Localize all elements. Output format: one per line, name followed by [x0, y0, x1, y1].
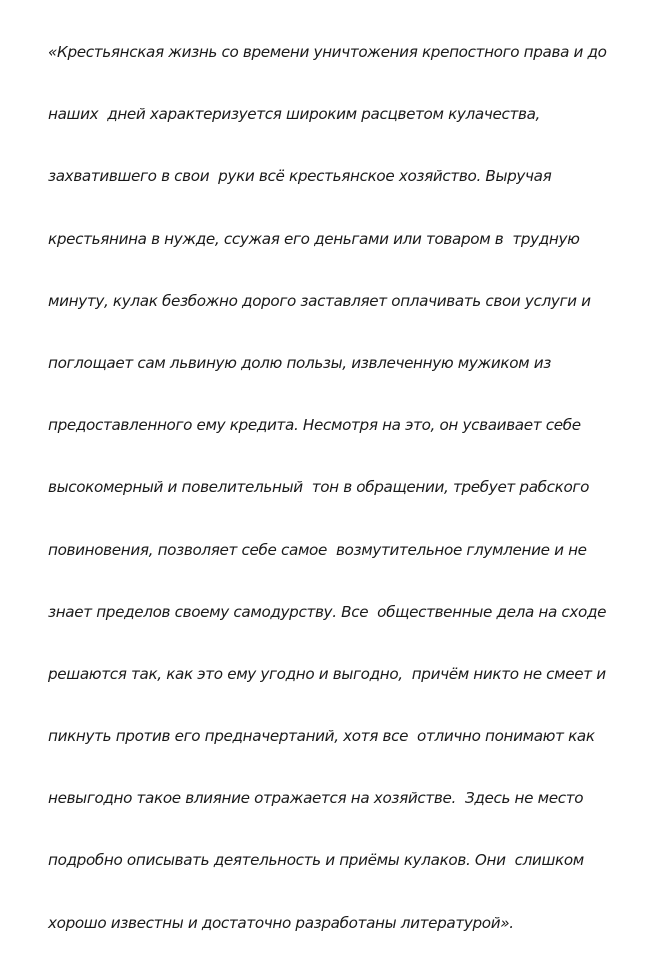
- text-line: поглощает сам львиную долю пользы, извлеченную мужиком из: [48, 353, 551, 372]
- text-line: пикнуть против его предначертаний, хотя все отлично понимают как: [48, 727, 595, 746]
- text-line: невыгодно такое влияние отражается на хозяйстве. Здесь не место: [48, 789, 584, 808]
- quote-paragraph: [48, 3, 648, 954]
- text-line: захватившего в свои руки всё крестьянское хозяйство. Выручая: [48, 167, 552, 186]
- text-line: подробно описывать деятельность и приёмы кулаков. Они слишком: [48, 851, 584, 870]
- text-line: минуту, кулак безбожно дорого заставляет оплачивать свои услуги и: [48, 291, 591, 310]
- text-line: «Крестьянская жизнь со времени уничтожения крепостного права и до: [48, 43, 607, 61]
- text-line: предоставленного ему кредита. Несмотря на это, он усваивает себе: [48, 416, 581, 435]
- text-line: повиновения, позволяет себе самое возмутительное глумление и не: [48, 540, 587, 559]
- text-line: знает пределов своему самодурству. Все общественные дела на сходе: [48, 602, 607, 621]
- text-line: хорошо известны и достаточно разработаны литературой».: [48, 913, 514, 932]
- text-line: высокомерный и повелительный тон в обращении, требует рабского: [48, 478, 590, 497]
- text-line: крестьянина в нужде, ссужая его деньгами или товаром в трудную: [48, 229, 580, 248]
- text-line: наших дней характеризуется широким расцветом кулачества,: [48, 105, 541, 124]
- text-line: решаются так, как это ему угодно и выгодно, причём никто не смеет и: [48, 664, 606, 683]
